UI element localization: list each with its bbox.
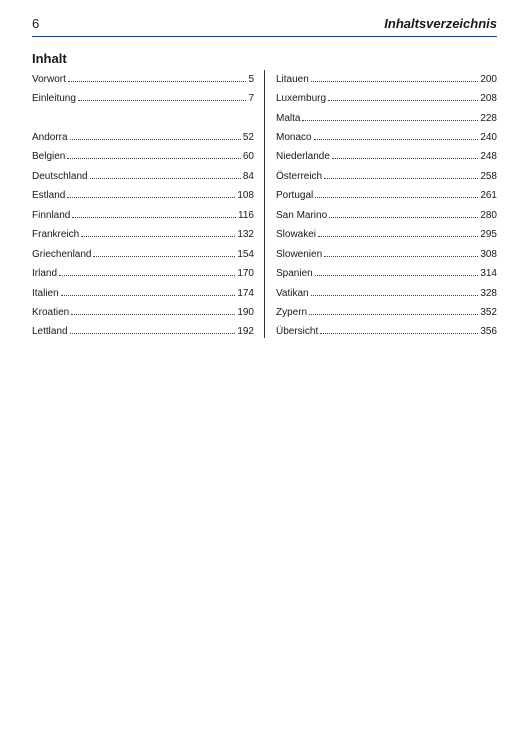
toc-entry-page: 5 [248, 74, 254, 85]
dot-leader [302, 109, 478, 121]
toc-entry[interactable] [276, 225, 497, 241]
toc-entry-label: Einleitung [32, 93, 76, 104]
toc-entry[interactable] [276, 89, 497, 105]
toc-entry-label: San Marino [276, 210, 328, 221]
toc-entry-page: 170 [237, 268, 254, 279]
toc-entry-page: 108 [237, 190, 254, 201]
dot-leader [328, 89, 478, 101]
toc-entry[interactable] [32, 128, 254, 144]
toc-entry-label: Übersicht [276, 326, 319, 337]
toc-entry-label: Slowakei [276, 229, 317, 240]
toc-entry-page: 328 [480, 288, 497, 299]
dot-leader [61, 284, 236, 296]
toc-entry-label: Vorwort [32, 74, 66, 85]
toc-entry-label: Spanien [276, 268, 313, 279]
toc-entry-label: Finnland [32, 210, 71, 221]
toc-entry[interactable] [32, 167, 254, 183]
toc-entry-label: Lettland [32, 326, 68, 337]
dot-leader [68, 70, 247, 82]
toc-entry[interactable] [276, 303, 497, 319]
dot-leader [324, 245, 478, 257]
toc-entry-label: Vatikan [276, 288, 309, 299]
toc-entry[interactable] [276, 128, 497, 144]
dot-leader [320, 322, 478, 334]
dot-leader [318, 225, 478, 237]
dot-leader [72, 206, 236, 218]
toc-entry-page: 132 [237, 229, 254, 240]
dot-leader [315, 186, 478, 198]
dot-leader [67, 186, 235, 198]
toc-entry-page: 308 [480, 249, 497, 260]
toc-entry-page: 52 [242, 132, 254, 143]
dot-leader [324, 167, 478, 179]
toc-entry[interactable] [32, 186, 254, 202]
toc-entry[interactable] [276, 322, 497, 338]
toc-entry-page: 116 [238, 210, 254, 221]
toc-entry-page: 314 [480, 268, 497, 279]
dot-leader [81, 225, 235, 237]
toc-entry[interactable] [32, 284, 254, 300]
toc-entry[interactable] [32, 225, 254, 241]
toc-entry-label: Malta [276, 113, 301, 124]
toc-entry-page: 208 [480, 93, 497, 104]
toc-entry-page: 261 [480, 190, 497, 201]
toc-entry-page: 295 [480, 229, 497, 240]
toc-entry[interactable] [32, 303, 254, 319]
toc-entry-label: Niederlande [276, 151, 330, 162]
dot-leader [311, 70, 479, 82]
dot-leader [93, 245, 235, 257]
running-title: Inhaltsverzeichnis [384, 16, 497, 31]
toc-entry[interactable] [32, 322, 254, 338]
toc-entry[interactable] [276, 284, 497, 300]
toc-entry[interactable] [32, 70, 254, 86]
toc-entry-label: Deutschland [32, 171, 88, 182]
toc-entry-page: 228 [480, 113, 497, 124]
toc-entry-page: 356 [480, 326, 497, 337]
toc-entry-label: Irland [32, 268, 58, 279]
toc-entry[interactable] [276, 147, 497, 163]
toc-entry-label: Zypern [276, 307, 308, 318]
dot-leader [332, 147, 478, 159]
toc-entry-label: Slowenien [276, 249, 323, 260]
toc-entry-page: 7 [248, 93, 254, 104]
dot-leader [90, 167, 241, 179]
dot-leader [59, 264, 235, 276]
toc-entry-page: 248 [480, 151, 497, 162]
toc-entry[interactable] [276, 206, 497, 222]
toc-entry-label: Österreich [276, 171, 323, 182]
toc-entry[interactable] [276, 70, 497, 86]
toc-entry[interactable] [276, 109, 497, 125]
toc-entry-label: Griechenland [32, 249, 92, 260]
dot-leader [329, 206, 478, 218]
dot-leader [78, 89, 247, 101]
toc-entry[interactable] [276, 245, 497, 261]
toc-entry-page: 84 [242, 171, 254, 182]
toc-entry-label: Portugal [276, 190, 314, 201]
toc-entry[interactable] [32, 89, 254, 105]
column-divider [264, 70, 265, 338]
toc-entry-page: 192 [237, 326, 254, 337]
toc-entry-page: 174 [237, 288, 254, 299]
toc-entry-page: 200 [480, 74, 497, 85]
toc-entry-page: 280 [480, 210, 497, 221]
toc-entry-label: Belgien [32, 151, 66, 162]
toc-entry-page: 258 [480, 171, 497, 182]
toc-entry[interactable] [276, 186, 497, 202]
toc-entry[interactable] [276, 167, 497, 183]
toc-entry-page: 352 [480, 307, 497, 318]
toc-entry-page: 240 [480, 132, 497, 143]
toc-entry-label: Luxemburg [276, 93, 327, 104]
toc-entry-label: Estland [32, 190, 66, 201]
dot-leader [314, 128, 479, 140]
toc-entry[interactable] [32, 206, 254, 222]
dot-leader [309, 303, 478, 315]
page-number: 6 [32, 16, 40, 31]
toc-entry-page: 154 [237, 249, 254, 260]
dot-leader [311, 284, 479, 296]
toc-entry-label: Monaco [276, 132, 312, 143]
dot-leader [67, 147, 241, 159]
toc-entry-page: 190 [237, 307, 254, 318]
dot-leader [70, 322, 236, 334]
toc-entry[interactable] [32, 245, 254, 261]
toc-entry-page: 60 [242, 151, 254, 162]
page-header [32, 14, 497, 37]
toc-entry[interactable] [32, 147, 254, 163]
dot-leader [70, 128, 241, 140]
toc-entry[interactable] [32, 264, 254, 280]
dot-leader [71, 303, 235, 315]
toc-entry-label: Litauen [276, 74, 309, 85]
toc-entry-label: Kroatien [32, 307, 70, 318]
dot-leader [315, 264, 479, 276]
toc-entry-label: Italien [32, 288, 59, 299]
toc-entry[interactable] [276, 264, 497, 280]
toc-entry-label: Frankreich [32, 229, 80, 240]
toc-entry-label: Andorra [32, 132, 68, 143]
toc-title: Inhalt [32, 51, 67, 66]
